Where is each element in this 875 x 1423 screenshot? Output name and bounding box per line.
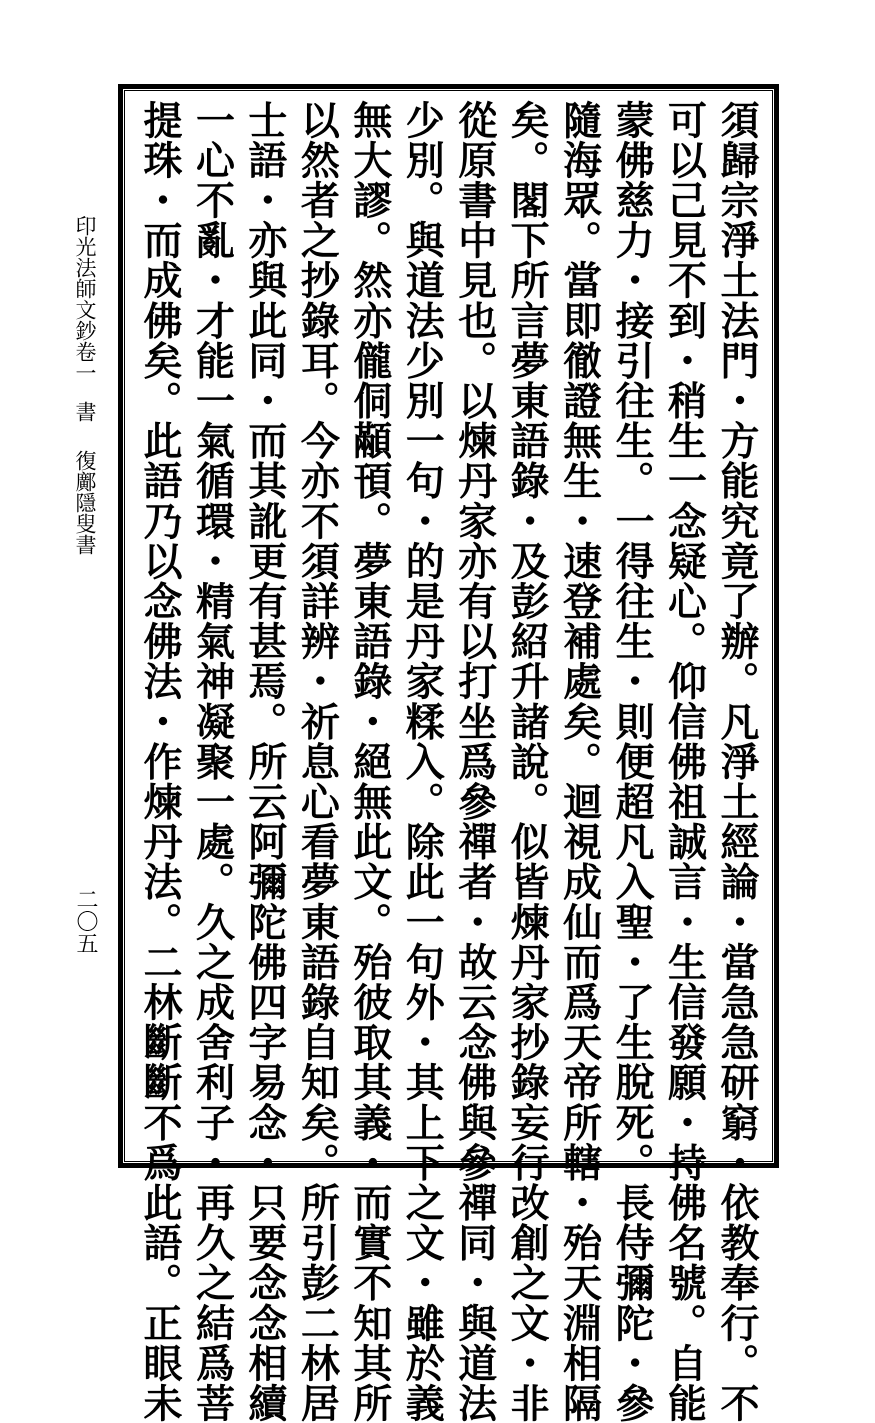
text-column-9: 以然者之抄錄耳。今亦不須詳辨・祈息心看夢東語錄自知矣。所引彭二林居 xyxy=(294,100,341,1423)
section-label: 書 xyxy=(73,401,97,422)
text-column-11: 一心不亂・才能一氣循環・精氣神凝聚一處。久之成舍利子・再久之結爲菩 xyxy=(189,100,236,1423)
text-column-6: 從原書中見也。以煉丹家亦有以打坐爲參禪者・故云念佛與參禪同・與道法 xyxy=(451,100,498,1423)
page-number: 二〇五 xyxy=(73,888,98,954)
text-column-8: 無大謬。然亦儱侗顢頇。夢東語錄・絕無此文。殆彼取其義・而實不知其所 xyxy=(346,100,393,1423)
text-column-10: 士語・亦與此同・而其訛更有甚焉。所云阿彌陀佛四字易念・只要念念相續 xyxy=(241,100,288,1423)
text-column-5: 矣。閣下所言夢東語錄・及彭紹升諸說。似皆煉丹家抄錄妄行改創之文・非 xyxy=(504,100,551,1423)
text-column-1: 須歸宗淨土法門・方能究竟了辦。凡淨土經論・當急急研窮・依教奉行。不 xyxy=(713,100,760,1423)
book-title: 印光法師文鈔卷一 xyxy=(73,215,97,383)
text-column-4: 隨海眾。當即徹證無生・速登補處矣。迴視成仙而爲天帝所轄・殆天淵相隔 xyxy=(556,100,603,1423)
text-column-7: 少別。與道法少別一句・的是丹家糅入。除此一句外・其上下之文・雖於義 xyxy=(399,100,446,1423)
letter-title: 復鄺隱叟書 xyxy=(73,450,97,555)
text-column-12: 提珠・而成佛矣。此語乃以念佛法・作煉丹法。二林斷斷不爲此語。正眼未 xyxy=(137,100,183,1423)
text-column-2: 可以己見不到・稍生一念疑心。仰信佛祖誠言・生信發願・持佛名號。自能 xyxy=(661,100,708,1423)
running-head xyxy=(72,215,96,555)
body-text xyxy=(137,100,760,1423)
text-column-3: 蒙佛慈力・接引往生。一得往生・則便超凡入聖・了生脫死。長侍彌陀・參 xyxy=(609,100,656,1423)
